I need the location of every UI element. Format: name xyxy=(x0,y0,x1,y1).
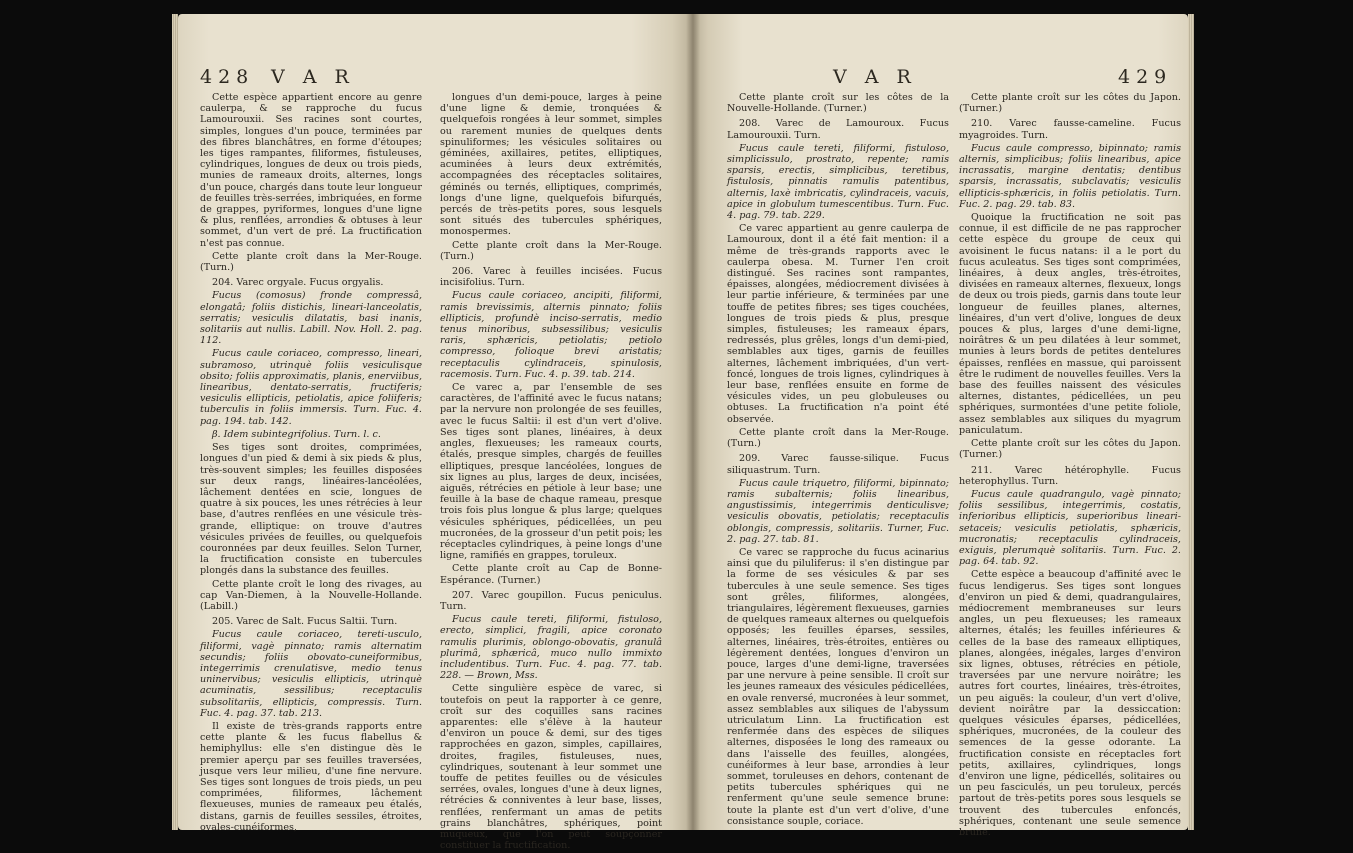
paragraph: Fucus (comosus) fronde compressâ, elongatâ; foliis distichis, lineari-lanceolatis, serratis; vesiculis dilatatis, basi inanis, solitariis aut nullis. Labill. Nov. Holl. 2. pag. 112. xyxy=(200,290,422,347)
paragraph: Cette plante croît au Cap de Bonne-Espérance. (Turner.) xyxy=(440,563,662,586)
paragraph: Fucus caule coriaceo, compresso, lineari, subramoso, utrinquè foliis vesiculisque obsito; foliis approximatis, planis, enerviibus, linearibus, dentato-serratis, fructiferis; vesiculis ellipticis, petiolatis, apice foliiferis; tuberculis in foliis immersis. Turn. Fuc. 4. pag. 194. tab. 142. xyxy=(200,348,422,427)
paragraph: Ce varec a, par l'ensemble de ses caractères, de l'affinité avec le fucus natans; par la nervure non prolongée de ses feuilles, avec le fucus Saltii: il est d'un vert d'olive. Ses tiges sont planes, linéaires, à deux angles, flexueuses; les rameaux courts, étalés, presque simples, chargés de feuilles elliptiques, presque lancéolées, longues de six lignes au plus, larges de deux, incisées, aiguës, rétrécies en pétiole à leur base; une feuille à la base de chaque rameau, presque trois fois plus longue & plus large; quelques vésicules sphériques, pédicellées, un peu mucronées, de la grosseur d'un petit pois; les réceptacles cylindriques, à peine longs d'une ligne, ramifiés en grappes, toruleux. xyxy=(440,382,662,562)
left-column-1 xyxy=(200,92,422,835)
right-page-edge xyxy=(1188,14,1194,830)
paragraph: 205. Varec de Salt. Fucus Saltii. Turn. xyxy=(212,616,398,628)
right-page-number: 429 xyxy=(1118,66,1173,88)
paragraph: 208. Varec de Lamouroux. Fucus Lamourouxii. Turn. xyxy=(727,118,949,141)
paragraph: Ce varec appartient au genre caulerpa de Lamouroux, dont il a été fait mention: il a même de très-grands rapports avec le caulerpa obesa. M. Turner l'en croit distingué. Ses racines sont rampantes, épaisses, alongées, médiocrement divisées à leur partie inférieure, & terminées par une touffe de petites fibres; ses tiges couchées, longues de trois pieds & plus, presque simples, fistuleuses; les rameaux épars, redressés, plus grêles, longs d'un demi-pied, semblables aux tiges, garnis de feuilles alternes, lâchement imbriquées, d'un vert-foncé, longues de trois lignes, cylindriques à leur base, renflées ensuite en forme de vésicules vides, un peu globuleuses ou obtuses. La fructification n'a point été observée. xyxy=(727,223,949,425)
paragraph: Fucus caule coriaceo, ancipiti, filiformi, ramis brevissimis, alternis pinnato; foliis ellipticis, profundè inciso-serratis, medio tenus minoribus, subsessilibus; vesiculis raris, sphæricis, petiolatis; petiolo compresso, folioque brevi aristatis; receptaculis cylindraceis, spinulosis, racemosis. Turn. Fuc. 4. p. 39. tab. 214. xyxy=(440,290,662,380)
left-running-head: V A R xyxy=(271,66,355,88)
book-gutter xyxy=(686,14,700,830)
paragraph: Cette plante croît dans la Mer-Rouge. (Turn.) xyxy=(440,239,662,262)
paragraph: Cette plante croît dans la Mer-Rouge. (Turn.) xyxy=(200,250,422,274)
right-running-head: V A R xyxy=(833,66,917,88)
paragraph: 207. Varec goupillon. Fucus peniculus. Turn. xyxy=(440,589,662,612)
paragraph: Cette singulière espèce de varec, si toutefois on peut la rapporter à ce genre, croît sur des coquilles sans racines apparentes: elle s'élève à la hauteur d'environ un pouce & demi, sur des tiges rapprochées en gazon, simples, capillaires, droites, fragiles, fistuleuses, nues, cylindriques, soutenant à leur sommet une touffe de petites feuilles ou de vésicules serrées, ovales, longues d'une à deux lignes, rétrécies & conniventes à leur base, lisses, renflées, renfermant un amas de petits grains blanchâtres, sphériques, point muqueux, que l'on peut soupçonner constituer la fructification. xyxy=(440,683,662,852)
paragraph: Fucus caule triquetro, filiformi, bipinnato; ramis subalternis; foliis linearibus, angustissimis, integerrimis denticulisve; vesiculis obovatis, petiolatis; receptaculis oblongis, compressis, solitariis. Turner, Fuc. 2. pag. 27. tab. 81. xyxy=(727,477,949,545)
right-page xyxy=(693,14,1188,838)
paragraph: 209. Varec fausse-silique. Fucus siliquastrum. Turn. xyxy=(727,453,949,476)
paragraph: Cette espèce a beaucoup d'affinité avec le fucus lendigerus. Ses tiges sont longues d'environ un pied & demi, quadrangulaires, médiocrement membraneuses sur leurs angles, un peu flexueuses; les rameaux alternes, étalés; les feuilles inférieures & celles de la base des rameaux elliptiques, planes, alongées, inégales, larges d'environ six lignes, obtuses, rétrécies en pétiole, traversées par une nervure noirâtre; les autres fort courtes, linéaires, très-étroites, un peu aiguës: la couleur, d'un vert d'olive, devient noirâtre par la dessiccation: quelques vésicules éparses, pédicellées, sphériques, mucronées, de la couleur des semences de la gesse odorante. La fructification consiste en réceptacles fort petits, axillaires, cylindriques, longs d'environ une ligne, pédicellés, solitaires ou un peu fasciculés, un peu toruleux, percés partout de très-petits pores sous lesquels se trouvent des tubercules enfoncés, sphériques, contenant une seule semence brune. xyxy=(959,569,1181,838)
paragraph: Cette plante croît sur les côtes de la Nouvelle-Hollande. (Turner.) xyxy=(727,92,949,115)
paragraph: Ses tiges sont droites, comprimées, longues d'un pied & demi à six pieds & plus, très-souvent simples; les feuilles disposées sur deux rangs, linéaires-lancéolées, lâchement dentées en scie, longues de quatre à six pouces, les unes rétrécies à leur base, d'autres renflées en une vésicule très-grande, elliptique: on trouve d'autres vésicules privées de feuilles, ou quelquefois couronnées par deux feuilles. Selon Turner, la fructification consiste en tubercules plongés dans la substance des feuilles. xyxy=(200,442,422,577)
paragraph: Fucus caule coriaceo, tereti-usculo, filiformi, vagè pinnato; ramis alternatim secundis; foliis obovato-cuneiformibus, integerrimis crenulatisve, medio tenus uninervibus; vesiculis ellipticis, utrinquè acuminatis, sessilibus; receptaculis subsolitariis, ellipticis, compressis. Turn. Fuc. 4. pag. 37. tab. 213. xyxy=(200,629,422,719)
right-column-1 xyxy=(727,92,949,829)
paragraph: Fucus caule tereti, filiformi, fistuloso, simplicissulo, prostrato, repente; ramis sparsis, erectis, simplicibus, teretibus, fistulosis, pinnatis ramulis patentibus, alternis, laxè imbricatis, cylindraceis, vacuis, apice in globulum tumescentibus. Turn. Fuc. 4. pag. 79. tab. 229. xyxy=(727,142,949,222)
paragraph: 211. Varec hétérophylle. Fucus heterophyllus. Turn. xyxy=(959,464,1181,487)
paragraph: Cette espèce appartient encore au genre caulerpa, & se rapproche du fucus Lamourouxii. Ses racines sont courtes, simples, longues d'un pouce, terminées par des fibres blanchâtres, en forme d'étoupes; les tiges rampantes, filiformes, fistuleuses, cylindriques, longues de deux ou trois pieds, munies de rameaux droits, alternes, longs d'un pouce, chargés dans toute leur longueur de feuilles très-serrées, imbriquées, en forme de grappes, pyriformes, longues d'une ligne & plus, renflées, arrondies & obtuses à leur sommet, d'un vert de pré. La fructification n'est pas connue. xyxy=(200,92,422,249)
paragraph: 204. Varec orgyale. Fucus orgyalis. xyxy=(212,277,384,289)
paragraph: Cette plante croît le long des rivages, au cap Van-Diemen, à la Nouvelle-Hollande. (Labill.) xyxy=(200,578,422,612)
paragraph: Fucus caule compresso, bipinnato; ramis alternis, simplicibus; foliis linearibus, apice incrassatis, margine dentatis; dentibus sparsis, incrassatis, subclavatis; vesiculis ellipticis-sphæricis, in foliis petiolatis. Turn. Fuc. 2. pag. 29. tab. 83. xyxy=(959,142,1181,210)
paragraph: Fucus caule tereti, filiformi, fistuloso, erecto, simplici, fragili, apice coronato ramulis plurimis, oblongo-obovatis, granulâ plurimâ, sphæricâ, muco nullo immixto includentibus. Turn. Fuc. 4. pag. 77. tab. 228. — Brown, Mss. xyxy=(440,614,662,682)
paragraph: Cette plante croît sur les côtes du Japon. (Turner.) xyxy=(959,438,1181,461)
paragraph: Fucus caule quadrangulo, vagè pinnato; foliis sessilibus, integerrimis, costatis, inferioribus ellipticis, superioribus lineari-setaceis; vesiculis petiolatis, sphæricis, mucronatis; receptaculis cylindraceis, exiguis, plerumquè solitariis. Turn. Fuc. 2. pag. 64. tab. 92. xyxy=(959,488,1181,568)
right-column-2 xyxy=(959,92,1181,840)
left-page xyxy=(178,14,693,852)
paragraph: Cette plante croît dans la Mer-Rouge. (Turn.) xyxy=(727,426,949,450)
paragraph: 210. Varec fausse-cameline. Fucus myagroides. Turn. xyxy=(959,118,1181,141)
paragraph: 206. Varec à feuilles incisées. Fucus incisifolius. Turn. xyxy=(440,266,662,289)
left-page-number: 428 xyxy=(200,66,255,88)
paragraph: Quoique la fructification ne soit pas connue, il est difficile de ne pas rapprocher cette espèce du groupe de ceux qui avoisinent le fucus natans: il a le port du fucus aculeatus. Ses tiges sont comprimées, linéaires, à deux angles, très-étroites, divisées en rameaux alternes, flexueux, longs de deux ou trois pieds, garnis dans toute leur longueur de feuilles planes, alternes, linéaires, d'un vert d'olive, longues de deux pouces & plus, larges d'une demi-ligne, noirâtres & un peu dilatées à leur sommet, munies à leurs bords de petites dentelures épaisses, renflées en massue, qui paroissent être le rudiment de nouvelles feuilles. Vers la base des feuilles naissent des vésicules alternes, distantes, pédicellées, un peu sphériques, surmontées d'une petite foliole, assez semblables aux siliques du myagrum paniculatum. xyxy=(959,212,1181,436)
paragraph: longues d'un demi-pouce, larges à peine d'une ligne & demie, tronquées & quelquefois rongées à leur sommet, simples ou rarement munies de quelques dents spinuliformes; les vésicules solitaires ou géminées, axillaires, petites, elliptiques, acuminées à leurs deux extrémités, accompagnées des réceptacles solitaires, géminés ou ternés, elliptiques, comprimés, longs d'une ligne, quelquefois bifurqués, percés de très-petits pores, sous lesquels sont situés des tubercules sphériques, monospermes. xyxy=(440,92,662,238)
left-column-2 xyxy=(440,92,662,853)
paragraph: β. Idem subintegrifolius. Turn. l. c. xyxy=(212,428,381,440)
paragraph: Ce varec se rapproche du fucus acinarius ainsi que du piluliferus: il s'en distingue par la forme de ses vésicules & par ses tubercules à une seule semence. Ses tiges sont grêles, filiformes, alongées, triangulaires, légèrement flexueuses, garnies de quelques rameaux alternes ou quelquefois opposés; les feuilles éparses, sessiles, alternes, linéaires, très-étroites, entières ou légèrement dentées, longues d'environ un pouce, larges d'une demi-ligne, traversées par une nervure à peine sensible. Il croît sur les jeunes rameaux des vésicules pédicellées, en ovale renversé, mucronées à leur sommet, assez semblables aux siliques de l'abyssum utriculatum Linn. La fructification est renfermée dans des espèces de siliques alternes, disposées le long des rameaux ou dans l'aisselle des feuilles, alongées, cunéiformes à leur base, arrondies à leur sommet, toruleuses en dehors, contenant de petits tubercules sphériques qui ne renferment qu'une seule semence brune: toute la plante est d'un vert d'olive, d'une consistance souple, coriace. xyxy=(727,546,949,827)
paragraph: Il existe de très-grands rapports entre cette plante & les fucus flabellus & hemiphyllus: elle s'en distingue dès le premier aperçu par ses feuilles traversées, jusque vers leur milieu, d'une fine nervure. Ses tiges sont longues de trois pieds, un peu comprimées, filiformes, lâchement flexueuses, munies de rameaux peu étalés, distans, garnis de feuilles sessiles, étroites, ovales-cunéiformes, xyxy=(200,720,422,833)
paragraph: Cette plante croît sur les côtes du Japon. (Turner.) xyxy=(959,92,1181,115)
